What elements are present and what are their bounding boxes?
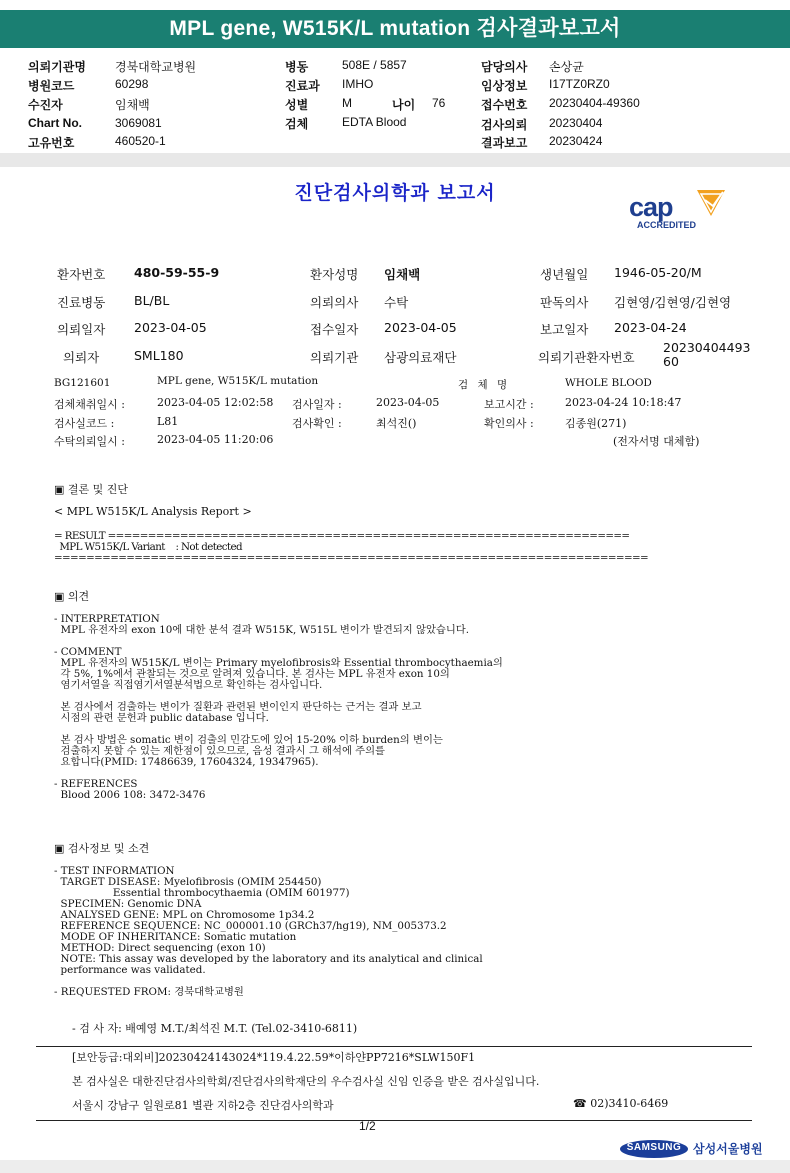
hdr-label: 고유번호 [28, 136, 75, 150]
field-label: 의뢰자 [63, 350, 100, 365]
field-value: 수탁 [384, 295, 409, 310]
field-label: 의뢰기관환자번호 [538, 350, 635, 365]
analysis-title: < MPL W515K/L Analysis Report > [54, 505, 252, 518]
received-value: 2023-04-05 11:20:06 [157, 433, 274, 446]
section-info-title: ▣ 검사정보 및 소견 [54, 842, 150, 855]
cap-accredited-logo [627, 186, 737, 234]
info-block: - TEST INFORMATION TARGET DISEASE: Myelofibrosis (OMIM 254450) Essential thrombocythaemia (OMIM 601977) SPECIMEN: Genomic DNA ANALYSED GENE: MPL on Chromosome 1p34.2 REFERENCE SEQUENCE: NC_000001.10 (GRCh37/hg19), NM_005373.2 MODE OF INHERITANCE: Somatic mutation METHOD: Direct sequencing (exon 10) NOTE: This assay was developed by the laboratory and its analytical and clinical performance was validated. - REQUESTED FROM: 경북대학교병원 [54, 865, 483, 998]
specimen-label: 검 체 명 [458, 379, 511, 391]
field-label: 생년월일 [540, 267, 589, 282]
hdr-value: 3069081 [115, 116, 162, 130]
tester-line: - 검 사 자: 배예영 M.T./최석진 M.T. (Tel.02-3410-6811) [72, 1022, 358, 1035]
hdr-value: I17TZ0RZ0 [549, 77, 610, 91]
field-value: 임채백 [384, 267, 421, 282]
hdr-value: IMHO [342, 77, 374, 91]
phone-line: ☎ 02)3410-6469 [573, 1097, 669, 1110]
field-value: 2023-04-24 [614, 320, 687, 335]
test-name: MPL gene, W515K/L mutation [157, 375, 319, 387]
hdr-label: 나이 [392, 98, 416, 112]
confirm-doc-value: 김종원(271) [565, 417, 627, 430]
section-opinion-title: ▣ 의견 [54, 590, 90, 603]
hdr-label: 접수번호 [481, 98, 528, 112]
field-label: 보고일자 [540, 322, 589, 337]
esign-note: (전자서명 대체함) [613, 435, 700, 448]
hdr-label: 진료과 [285, 79, 320, 93]
result-block: = RESULT ================================================================= MPL W515K/L Variant : Not detected ========================================================================== [54, 530, 649, 564]
address-line: 서울시 강남구 일원로81 별관 지하2층 진단검사의학과 [72, 1099, 334, 1112]
cap-sub: ACCREDITED [637, 220, 697, 230]
samsung-logo-text: SAMSUNG [626, 1142, 682, 1153]
page-number: 1/2 [359, 1119, 376, 1133]
hdr-label: 의뢰기관명 [28, 60, 86, 74]
test-code: BG121601 [54, 377, 111, 389]
collect-label: 검체채취일시 : [54, 398, 125, 411]
cap-text: cap [629, 192, 673, 222]
field-label: 환자성명 [310, 267, 359, 282]
report-title: 진단검사의학과 보고서 [294, 182, 496, 204]
field-value: 김현영/김현영/김현영 [614, 295, 732, 310]
hdr-value: 76 [432, 96, 446, 110]
field-label: 의뢰기관 [310, 350, 359, 365]
hdr-value: 손상균 [549, 60, 584, 74]
hdr-label: 검체 [285, 117, 309, 131]
hdr-label: 병동 [285, 60, 309, 74]
field-value: 480-59-55-9 [134, 265, 220, 280]
section-conclusion-title: ▣ 결론 및 진단 [54, 483, 129, 496]
field-value: 2023040449360 [663, 340, 751, 369]
report-header-title: MPL gene, W515K/L mutation 검사결과보고서 [0, 10, 790, 48]
hdr-value: 20230404-49360 [549, 96, 640, 110]
field-value: BL/BL [134, 293, 170, 308]
hdr-value: 임채백 [115, 98, 150, 112]
hdr-label: 결과보고 [481, 136, 528, 150]
hdr-value: 460520-1 [115, 134, 166, 148]
hdr-label: 병원코드 [28, 79, 75, 93]
hdr-value: 20230424 [549, 134, 603, 148]
verify-date-value: 2023-04-05 [376, 396, 440, 409]
checker-label: 검사확인 : [292, 417, 342, 430]
hdr-value: 60298 [115, 77, 149, 91]
result-box [54, 530, 649, 564]
samsung-logo [620, 1139, 688, 1159]
field-value: 2023-04-05 [384, 320, 457, 335]
field-value: 삼광의료재단 [384, 350, 457, 365]
report-time-label: 보고시간 : [484, 398, 534, 411]
confirm-doc-label: 확인의사 : [484, 417, 534, 430]
hospital-name: 삼성서울병원 [693, 1142, 763, 1156]
field-label: 판독의사 [540, 295, 589, 310]
hdr-value: 경북대학교병원 [115, 60, 197, 74]
hdr-label: Chart No. [28, 116, 82, 130]
field-label: 의뢰의사 [310, 295, 359, 310]
bottom-bar [0, 1160, 790, 1173]
cert-line: 본 검사실은 대한진단검사의학회/진단검사의학재단의 우수검사실 신임 인증을 받은 검사실입니다. [72, 1075, 540, 1088]
hdr-label: 검사의뢰 [481, 118, 528, 132]
hdr-value: EDTA Blood [342, 115, 407, 129]
hdr-label: 임상정보 [481, 79, 528, 93]
field-value: 1946-05-20/M [614, 265, 702, 280]
security-line: [보안등급:대외비]20230424143024*119.4.22.59*이하얀PP7216*SLW150F1 [72, 1051, 476, 1064]
field-label: 접수일자 [310, 322, 359, 337]
field-value: 2023-04-05 [134, 320, 207, 335]
hdr-label: 수진자 [28, 98, 63, 112]
hdr-value: M [342, 96, 352, 110]
field-label: 의뢰일자 [57, 322, 106, 337]
opinion-block: - INTERPRETATION MPL 유전자의 exon 10에 대한 분석 결과 W515K, W515L 변이가 발견되지 않았습니다. - COMMENT MPL 유전자의 W515K/L 변이는 Primary myelofibrosis와 Essential thrombocythaemia의 각 5%, 1%에서 관찰되는 것으로 알려져 있습니다. 본 검사는 MPL 유전자 exon 10의 염기서열을 직접염기서열분석법으로 확인하는 검사입니다. 본 검사에서 검출하는 변이가 질환과 관련된 변이인지 판단하는 근거는 결과 보고 시점의 관련 문헌과 public database 입니다. 본 검사 방법은 somatic 변이 검출의 민감도에 있어 15-20% 이하 burden의 변이는 검출하지 못할 수 있는 제한점이 있으므로, 음성 결과시 그 해석에 주의를 요합니다(PMID: 17486639, 17604324, 19347965). - REFERENCES Blood 2006 108: 3472-3476 [54, 613, 503, 801]
field-value: SML180 [134, 348, 184, 363]
field-label: 진료병동 [57, 295, 106, 310]
hdr-value: 508E / 5857 [342, 58, 407, 72]
field-label: 환자번호 [57, 267, 106, 282]
hdr-value: 20230404 [549, 116, 603, 130]
received-label: 수탁의뢰일시 : [54, 435, 125, 448]
collect-value: 2023-04-05 12:02:58 [157, 396, 274, 409]
checker-value: 최석진() [376, 417, 417, 430]
report-time-value: 2023-04-24 10:18:47 [565, 396, 682, 409]
lab-code-value: L81 [157, 415, 179, 428]
header-separator [0, 153, 790, 167]
hdr-label: 성별 [285, 98, 309, 112]
specimen-value: WHOLE BLOOD [565, 377, 652, 389]
lab-code-label: 검사실코드 : [54, 417, 115, 430]
hdr-label: 담당의사 [481, 60, 528, 74]
verify-date-label: 검사일자 : [292, 398, 342, 411]
